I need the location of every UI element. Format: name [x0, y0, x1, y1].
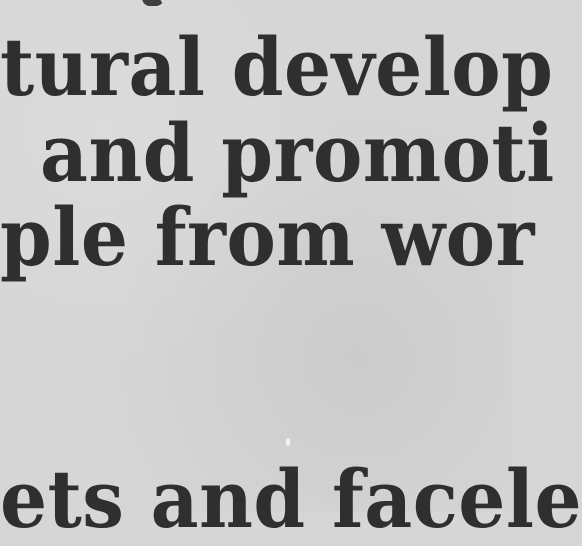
- text-line-1: tural develop: [0, 21, 554, 115]
- partial-letter-fragment: [142, 0, 164, 6]
- paper-speck: [286, 438, 290, 446]
- text-line-2: and promoti: [40, 107, 555, 201]
- text-line-3: ple from wor: [0, 191, 535, 285]
- text-line-4: ets and facele: [0, 453, 582, 546]
